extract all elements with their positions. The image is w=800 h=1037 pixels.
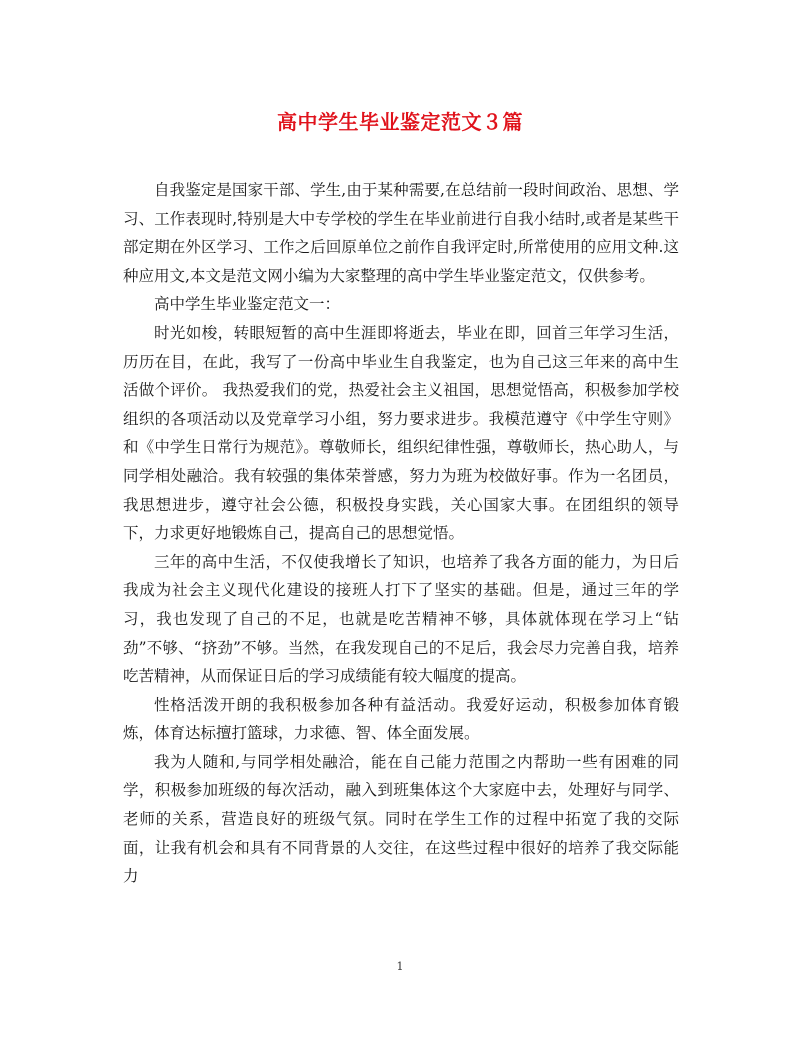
document-title: 高中学生毕业鉴定范文３篇 [277, 110, 523, 134]
paragraph-2: 三年的高中生活，不仅使我增长了知识，也培养了我各方面的能力，为日后我成为社会主义现代化建设的接班人打下了坚实的基础。但是，通过三年的学习，我也发现了自己的不足，也就是吃苦精神不够，具体就体现在学习上“钻劲”不够、“挤劲”不够。当然，在我发现自己的不足后，我会尽力完善自我，培养吃苦精神，从而保证日后的学习成绩能有较大幅度的提高。 [123, 552, 679, 686]
paragraph-4: 我为人随和,与同学相处融洽，能在自己能力范围之内帮助一些有困难的同学，积极参加班级的每次活动，融入到班集体这个大家庭中去，处理好与同学、老师的关系，营造良好的班级气氛。同时在学生工作的过程中拓宽了我的交际面，让我有机会和具有不同背景的人交往，在这些过程中很好的培养了我交际能力 [123, 752, 679, 886]
paragraph-3: 性格活泼开朗的我积极参加各种有益活动。我爱好运动，积极参加体育锻炼，体育达标擅打篮球，力求德、智、体全面发展。 [123, 695, 679, 743]
document-body [123, 176, 679, 891]
paragraph-intro: 自我鉴定是国家干部、学生,由于某种需要,在总结前一段时间政治、思想、学习、工作表现时,特别是大中专学校的学生在毕业前进行自我小结时,或者是某些干 部定期在外区学习、工作之后回原单位之前作自我评定时,所常使用的应用文种.这种应用文,本文是范文网小编为大家整理的高中学生毕业鉴定范文，仅供参考。 [123, 181, 679, 285]
paragraph-heading-sample-one: 高中学生毕业鉴定范文一： [154, 295, 341, 314]
page-number: 1 [396, 960, 404, 973]
paragraph-1: 时光如梭，转眼短暂的高中生涯即将逝去，毕业在即，回首三年学习生活，历历在目，在此，我写了一份高中毕业生自我鉴定，也为自己这三年来的高中生活做个评价。 我热爱我们的党，热爱社会主义祖国，思想觉悟高，积极参加学校组织的各项活动以及党章学习小组，努力要求进步。我模范遵守《中学生守则》和《中学生日常行为规范》。尊敬师长，组织纪律性强，尊敬师长，热心助人，与同学相处融洽。我有较强的集体荣誉感，努力为班为校做好事。作为一名团员，我思想进步，遵守社会公德，积极投身实践，关心国家大事。在团组织的领导下，力求更好地锻炼自己，提高自己的思想觉悟。 [123, 323, 679, 543]
